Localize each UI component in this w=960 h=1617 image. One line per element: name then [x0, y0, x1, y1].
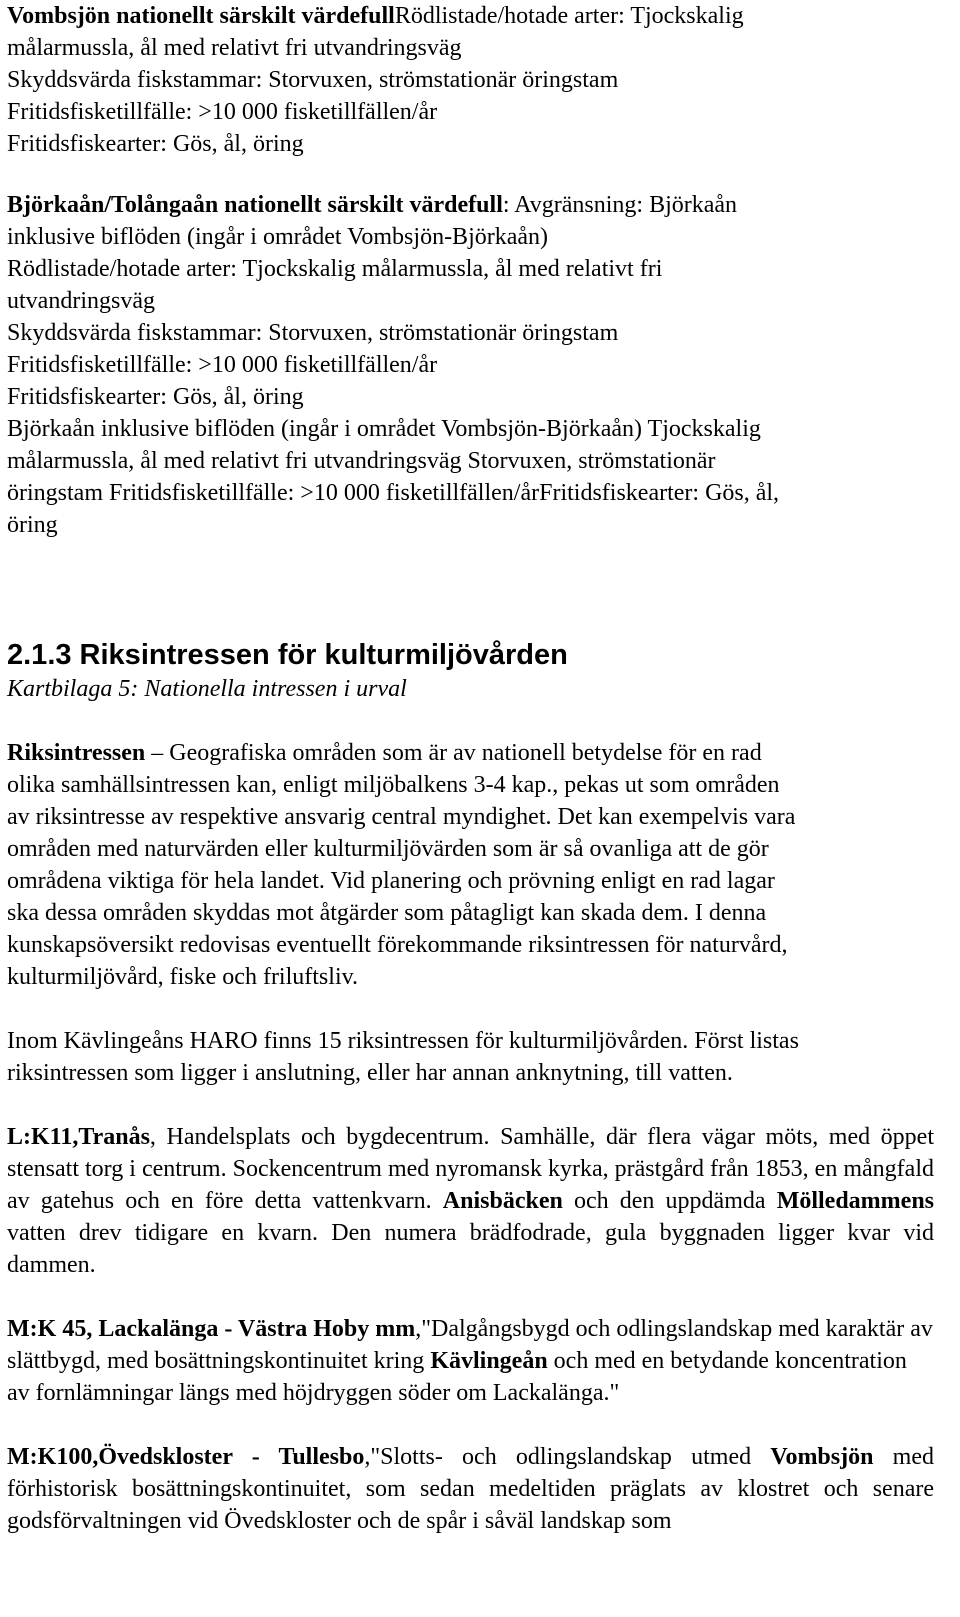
section-subheading: Kartbilaga 5: Nationella intressen i urval: [7, 676, 407, 702]
k100-name-vombsjon: Vombsjön: [770, 1444, 874, 1470]
haro-line-1: Inom Kävlingeåns HARO finns 15 riksintressen för kulturmiljövården. Först listas: [7, 1028, 799, 1054]
k11-code: L:K11,Tranås: [7, 1124, 150, 1150]
k11-paragraph: [7, 1121, 934, 1281]
bjorkaan-block: [7, 189, 934, 541]
bjorkaan-line-2: inklusive biflöden (ingår i området Vombsjön-Björkaån): [7, 224, 549, 250]
k45-text-1: ,"Dalgångsbygd och odlingslandskap med karaktär av slättbygd, med bosättningskontinuitet kring: [7, 1316, 933, 1374]
riksintressen-paragraph: [7, 737, 934, 993]
k11-name-mölledammens: Mölledammens: [776, 1188, 934, 1214]
k45-name-kavlingean: Kävlingeån: [430, 1348, 548, 1374]
k100-text-2: med förhistorisk bosättningskontinuitet, som sedan medeltiden präglats av klostret och senare godsförvaltningen vid Övedskloster och de spår i såväl landskap som: [7, 1444, 934, 1534]
riksintressen-line-2: olika samhällsintressen kan, enligt miljöbalkens 3-4 kap., pekas ut som områden: [7, 772, 780, 798]
bjorkaan-line-3: Rödlistade/hotade arter: Tjockskalig målarmussla, ål med relativt fri: [7, 256, 663, 282]
k100-code: M:K100,Övedskloster - Tullesbo: [7, 1444, 365, 1470]
k45-paragraph: [7, 1313, 934, 1409]
bjorkaan-title-suffix: : Avgränsning: Björkaån: [502, 192, 738, 218]
k11-text-2: och den uppdämda: [562, 1188, 777, 1214]
bjorkaan-line-8: Björkaån inklusive biflöden (ingår i området Vombsjön-Björkaån) Tjockskalig: [7, 416, 761, 442]
k100-text-1: ,"Slotts- och odlingslandskap utmed: [364, 1444, 771, 1470]
vombsjon-line-1: [7, 0, 934, 32]
haro-line-2: riksintressen som ligger i anslutning, eller har annan anknytning, till vatten.: [7, 1060, 733, 1086]
bjorkaan-title: Björkaån/Tolångaån nationellt särskilt värdefull: [7, 192, 503, 218]
bjorkaan-line-1: [7, 189, 934, 221]
k45-code: M:K 45, Lackalänga - Västra Hoby mm: [7, 1316, 416, 1342]
riksintressen-line-6: ska dessa områden skyddas mot åtgärder som påtagligt kan skada dem. I denna: [7, 900, 767, 926]
bjorkaan-line-4: utvandringsväg: [7, 288, 155, 314]
bjorkaan-line-5: Skyddsvärda fiskstammar: Storvuxen, strömstationär öringstam: [7, 320, 619, 346]
riksintressen-line-4: områden med naturvärden eller kulturmiljövärden som är så ovanliga att de gör: [7, 836, 769, 862]
bjorkaan-line-7: Fritidsfiskearter: Gös, ål, öring: [7, 384, 304, 410]
vombsjon-title: Vombsjön nationellt särskilt värdefull: [7, 3, 395, 29]
vombsjon-line-5: Fritidsfiskearter: Gös, ål, öring: [7, 131, 304, 157]
vombsjon-line-4: Fritidsfisketillfälle: >10 000 fisketillfällen/år: [7, 99, 438, 125]
riksintressen-line-3: av riksintresse av respektive ansvarig central myndighet. Det kan exempelvis vara: [7, 804, 796, 830]
k45-text-2: och med en betydande koncentration av fornlämningar längs med höjdryggen söder om Lackalänga.": [7, 1348, 907, 1406]
section-heading: 2.1.3 Riksintressen för kulturmiljövården: [7, 639, 568, 671]
riksintressen-term: Riksintressen: [7, 740, 146, 766]
bjorkaan-line-9: målarmussla, ål med relativt fri utvandringsväg Storvuxen, strömstationär: [7, 448, 716, 474]
bjorkaan-line-10: öringstam Fritidsfisketillfälle: >10 000 fisketillfällen/årFritidsfiskearter: Gös, ål,: [7, 480, 780, 506]
k11-name-anisbacken: Anisbäcken: [442, 1188, 563, 1214]
vombsjon-line-3: Skyddsvärda fiskstammar: Storvuxen, strömstationär öringstam: [7, 67, 619, 93]
k11-text-1: , Handelsplats och bygdecentrum. Samhälle, där flera vägar möts, med öppet stensatt torg i centrum. Sockencentrum med nyromansk kyrka, prästgård från 1853, en mångfald av gatehus och en före detta vattenkvarn.: [7, 1124, 934, 1214]
vombsjon-text-1: Rödlistade/hotade arter: Tjockskalig: [394, 3, 744, 29]
k11-text-3: vatten drev tidigare en kvarn. Den numera brädfodrade, gula byggnaden ligger kvar vid dammen.: [7, 1220, 934, 1278]
haro-paragraph: [7, 1025, 934, 1089]
vombsjon-line-2: målarmussla, ål med relativt fri utvandringsväg: [7, 35, 462, 61]
bjorkaan-line-11: öring: [7, 512, 58, 538]
riksintressen-line-8: kulturmiljövård, fiske och friluftsliv.: [7, 964, 359, 990]
bjorkaan-line-6: Fritidsfisketillfälle: >10 000 fisketillfällen/år: [7, 352, 438, 378]
riksintressen-text-1: – Geografiska områden som är av nationell betydelse för en rad: [145, 740, 762, 766]
riksintressen-line-5: områdena viktiga för hela landet. Vid planering och prövning enligt en rad lagar: [7, 868, 775, 894]
vombsjon-block: [7, 0, 934, 160]
k100-paragraph: [7, 1441, 934, 1537]
riksintressen-line-7: kunskapsöversikt redovisas eventuellt förekommande riksintressen för naturvård,: [7, 932, 788, 958]
riksintressen-line-1: [7, 737, 934, 769]
